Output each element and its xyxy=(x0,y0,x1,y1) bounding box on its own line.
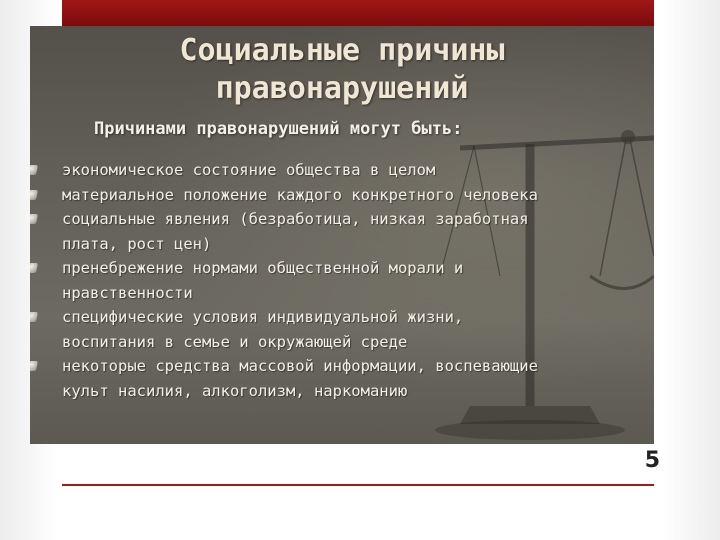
list-item xyxy=(30,183,654,208)
causes-list xyxy=(30,158,654,403)
list-item-text: материальное положение каждого конкретного человека xyxy=(62,185,538,204)
list-item-text: специфические условия индивидуальной жизни, xyxy=(62,308,464,326)
list-item-text-continued: нравственности xyxy=(62,283,193,302)
title-line-2: правонарушений xyxy=(215,71,469,106)
list-item xyxy=(30,158,654,183)
list-item xyxy=(30,305,654,354)
list-item xyxy=(30,256,654,305)
list-item xyxy=(30,207,654,256)
bullet-icon xyxy=(30,312,38,322)
bullet-icon xyxy=(30,165,38,175)
bullet-icon xyxy=(30,214,38,224)
bullet-icon xyxy=(30,190,38,200)
bottom-divider xyxy=(62,484,654,486)
list-item-text: пренебрежение нормами общественной морали и xyxy=(62,259,464,277)
list-item-text-continued: культ насилия, алкоголизм, наркоманию xyxy=(62,381,408,400)
slide-subtitle: Причинами правонарушений могут быть: xyxy=(94,119,463,139)
slide-title xyxy=(30,32,654,108)
list-item-text-continued: воспитания в семье и окружающей среде xyxy=(62,332,408,351)
bullet-icon xyxy=(30,361,38,371)
slide-panel xyxy=(30,26,654,444)
list-item xyxy=(30,354,654,403)
list-item-text: некоторые средства массовой информации, воспевающие xyxy=(62,357,538,375)
list-item-text-continued: плата, рост цен) xyxy=(62,234,212,253)
title-line-1: Социальные причины xyxy=(179,33,505,68)
top-accent-bar xyxy=(62,0,654,26)
list-item-text: экономическое состояние общества в целом xyxy=(62,161,436,179)
list-item-text: социальные явления (безработица, низкая заработная xyxy=(62,210,529,228)
page-number: 5 xyxy=(644,448,660,473)
bullet-icon xyxy=(30,263,38,273)
